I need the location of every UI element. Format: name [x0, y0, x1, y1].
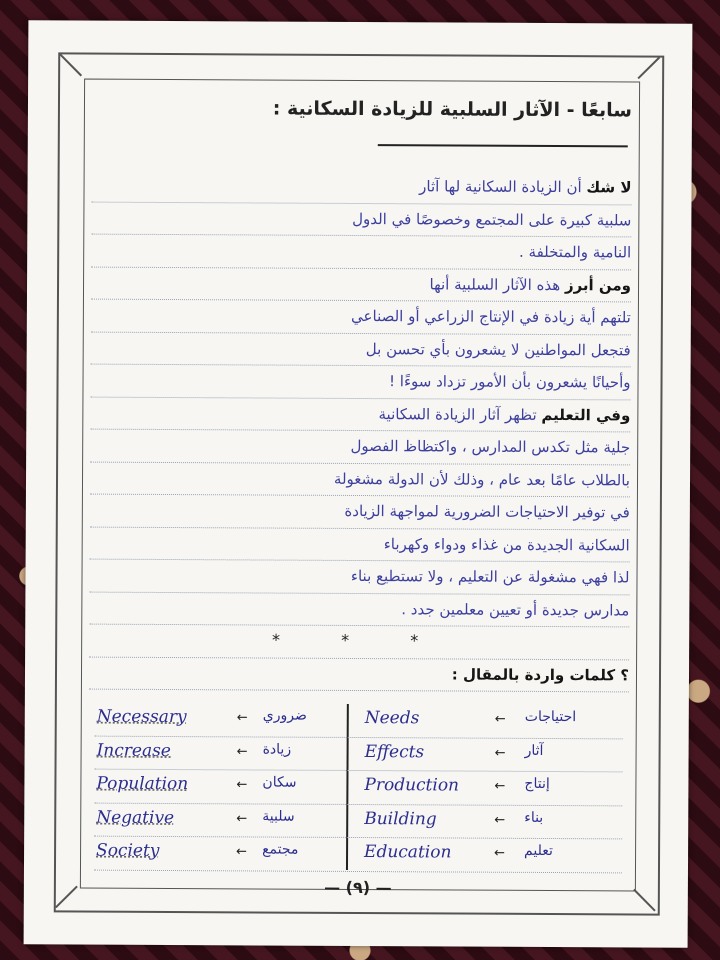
arabic-word: زيادة: [262, 741, 292, 758]
english-word: Necessary: [96, 706, 187, 728]
english-word: Increase: [96, 740, 171, 761]
english-word: Society: [96, 840, 160, 861]
line-lead: ومن أبرز: [564, 275, 632, 294]
essay-line: [91, 332, 631, 367]
line-text: هذه الآثار السلبية أنها: [429, 274, 566, 294]
line-text: جلية مثل تكدس المدارس ، واكتظاظ الفصول: [350, 436, 631, 457]
arrow-icon: ←: [494, 845, 506, 861]
separator-stars: * * *: [89, 625, 629, 660]
section-title: سابعًا - الآثار السلبية للزيادة السكانية :: [272, 97, 633, 122]
arrow-icon: ←: [494, 711, 506, 727]
arabic-word: مجتمع: [262, 841, 299, 858]
line-text: فتجعل المواطنين لا يشعرون بأي تحسن بل: [365, 339, 631, 359]
arrow-icon: ←: [494, 812, 506, 828]
english-word: Population: [96, 773, 189, 795]
vocabulary-row: [95, 703, 623, 739]
vocabulary-row: [94, 837, 622, 873]
arrow-icon: ←: [236, 743, 248, 759]
notebook-page: [24, 20, 693, 947]
essay-line: [90, 365, 630, 400]
essay-line: [91, 300, 631, 335]
english-word: Education: [364, 842, 452, 863]
vocabulary-row: [95, 736, 623, 772]
english-word: Effects: [364, 741, 425, 762]
line-lead: لا شك: [586, 178, 632, 197]
arabic-word: بناء: [524, 809, 544, 826]
arrow-icon: ←: [236, 810, 248, 826]
arabic-word: ضروري: [262, 707, 307, 724]
arabic-word: سلبية: [262, 808, 295, 825]
line-text: أن الزيادة السكانية لها آثار: [419, 177, 587, 197]
english-word: Needs: [364, 708, 420, 729]
essay-line: [90, 397, 630, 432]
line-text: سلبية كبيرة على المجتمع وخصوصًا في الدول: [352, 209, 632, 229]
essay-line: [89, 592, 629, 627]
vocabulary-heading: ؟ كلمات واردة بالمقال :: [89, 657, 629, 692]
arabic-word: آثار: [524, 742, 544, 759]
line-text: مدارس جديدة أو تعيين معلمين جدد .: [401, 599, 630, 619]
line-text: بالطلاب عامًا بعد عام ، وذلك لأن الدولة مشغولة: [333, 469, 631, 489]
page-number: — (٩) —: [324, 877, 392, 898]
line-text: النامية والمتخلفة .: [518, 242, 632, 262]
line-text: وأحيانًا يشعرون بأن الأمور تزداد سوءًا !: [388, 372, 631, 392]
essay-line: [91, 202, 631, 237]
arrow-icon: ←: [236, 710, 248, 726]
line-text: تلتهم أية زيادة في الإنتاج الزراعي أو الصناعي: [351, 306, 631, 327]
arabic-word: احتياجات: [524, 708, 577, 726]
title-underline: [378, 144, 628, 147]
line-text: تظهر آثار الزيادة السكانية: [378, 404, 542, 424]
essay-line: [90, 462, 630, 497]
essay-line: [91, 235, 631, 270]
essay-line: [90, 495, 630, 530]
english-word: Negative: [96, 807, 175, 828]
arrow-icon: ←: [494, 778, 506, 794]
essay-line: [90, 527, 630, 562]
page-content: [88, 85, 633, 898]
arabic-word: إنتاج: [524, 775, 550, 793]
essay-line: [91, 267, 631, 302]
essay-line: [89, 560, 629, 595]
essay-lines: [89, 170, 632, 693]
vocabulary-row: [94, 803, 622, 839]
line-lead: وفي التعليم: [541, 405, 631, 424]
essay-line: [91, 170, 631, 205]
arrow-icon: ←: [236, 844, 248, 860]
line-text: لذا فهي مشغولة عن التعليم ، ولا تستطيع بناء: [350, 566, 630, 587]
arabic-word: تعليم: [524, 842, 553, 860]
vocabulary-table: [94, 703, 623, 873]
arrow-icon: ←: [494, 745, 506, 761]
arabic-word: سكان: [262, 774, 297, 791]
essay-line: [90, 430, 630, 465]
line-text: السكانية الجديدة من غذاء ودواء وكهرباء: [383, 534, 630, 554]
english-word: Building: [364, 808, 437, 829]
arrow-icon: ←: [236, 777, 248, 793]
line-text: في توفير الاحتياجات الضرورية لمواجهة الزيادة: [344, 501, 630, 522]
vocabulary-row: [94, 770, 622, 806]
english-word: Production: [364, 775, 460, 796]
